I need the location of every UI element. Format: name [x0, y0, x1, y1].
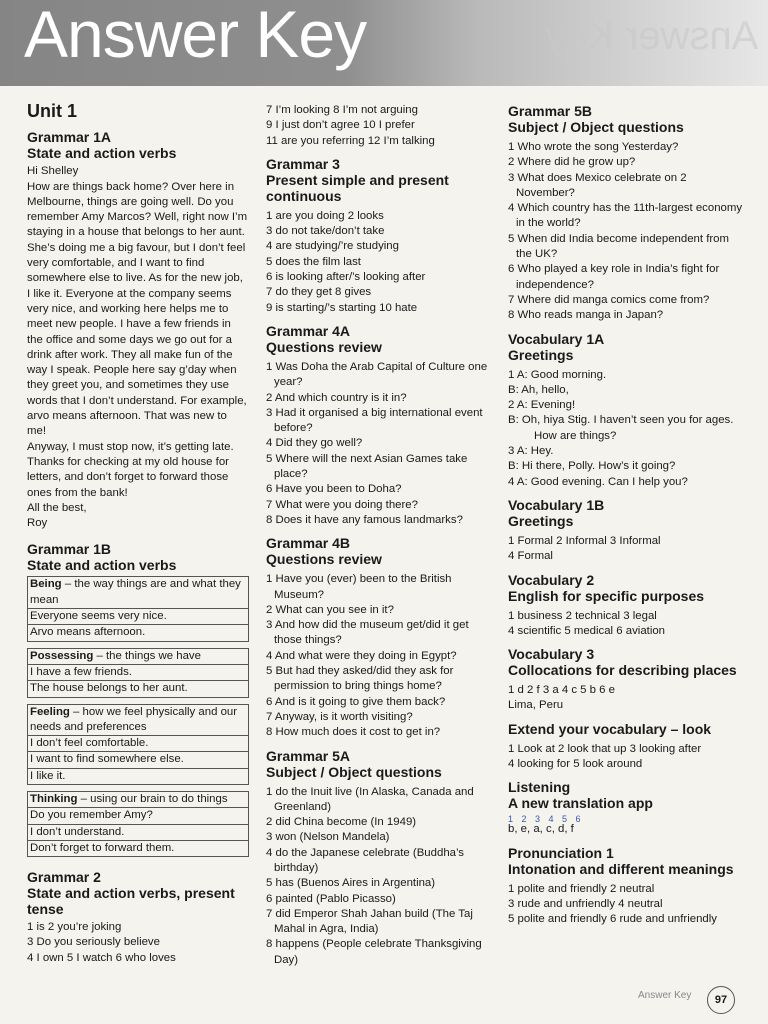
- letter-line: Anyway, I must stop now, it’s getting late. Thanks for checking at my old house for letters, and don’t forget to forward those ones from the bank!: [27, 440, 234, 499]
- answer-line: 5 polite and friendly 6 rude and unfriendly: [508, 913, 717, 926]
- answer-line: 6 Who played a key role in India’s fight for independence?: [508, 263, 720, 291]
- dialogue-line: 1 A: Good morning.: [508, 368, 607, 381]
- answer-line: 6 And is it going to give them back?: [266, 695, 446, 708]
- dialogue-line: 2 A: Evening!: [508, 399, 576, 412]
- box-header: Possessing – the things we have: [28, 649, 248, 665]
- answer-line: 4 scientific 5 medical 6 aviation: [508, 624, 666, 637]
- box-header: Being – the way things are and what they mean: [28, 577, 248, 609]
- answer-line: 1 Have you (ever) been to the British Museum?: [266, 573, 452, 601]
- answer-line: 4 are studying/’re studying: [266, 240, 399, 253]
- letter-line: All the best,: [27, 501, 87, 514]
- grammar-3-section: [266, 156, 494, 316]
- feeling-box: [27, 704, 249, 785]
- pronunciation-section: [508, 845, 744, 928]
- answer-line: 3 do not take/don’t take: [266, 225, 385, 238]
- answer-line: 4 Which country has the 11th-largest economy in the world?: [508, 202, 743, 230]
- answer-line: 11 are you referring 12 I’m talking: [266, 134, 435, 147]
- answer-line: 4 I own 5 I watch 6 who loves: [27, 951, 176, 964]
- answer-line: 1 Who wrote the song Yesterday?: [508, 141, 679, 153]
- grammar-5b-section: [508, 103, 744, 324]
- page-title: Answer Key: [24, 0, 367, 71]
- grammar-1b-title: Grammar 1B State and action verbs: [27, 541, 177, 574]
- box-line: I want to find somewhere else.: [28, 752, 248, 768]
- answer-line: 8 happens (People celebrate Thanksgiving Day): [266, 938, 482, 966]
- header-banner: [0, 0, 768, 86]
- box-line: I have a few friends.: [28, 665, 248, 681]
- answer-line: 7 What were you doing there?: [266, 498, 418, 511]
- answer-line: 1 is 2 you’re joking: [27, 921, 122, 934]
- box-line: I don’t understand.: [28, 825, 248, 841]
- section-title: Extend your vocabulary – look: [508, 720, 712, 737]
- section-title: Vocabulary 2 English for specific purposes: [508, 571, 705, 604]
- handwritten-note: 1 2 3 4 5 6: [508, 814, 584, 825]
- vocabulary-1b-section: [508, 497, 744, 565]
- show-through-text: Answer Key: [544, 14, 758, 58]
- section-title: Listening A new translation app: [508, 779, 653, 812]
- possessing-box: [27, 648, 249, 698]
- section-title: Grammar 5B Subject / Object questions: [508, 103, 684, 135]
- section-title: Grammar 4B Questions review: [266, 535, 382, 568]
- box-header: Thinking – using our brain to do things: [28, 792, 248, 808]
- thinking-box: [27, 791, 249, 857]
- letter-text: [27, 164, 249, 531]
- answer-line: 4 Formal: [508, 550, 553, 563]
- box-line: Don’t forget to forward them.: [30, 841, 175, 854]
- grammar-5a-section: [266, 748, 494, 969]
- answer-line: 2 did China become (In 1949): [266, 816, 417, 829]
- letter-line: Hi Shelley: [27, 165, 79, 178]
- answer-line: 5 does the film last: [266, 255, 361, 268]
- grammar-4a-section: [266, 323, 494, 528]
- dialogue-line: 4 A: Good evening. Can I help you?: [508, 475, 688, 488]
- vocabulary-3-section: [508, 646, 744, 714]
- dialogue-line: B: Hi there, Polly. How’s it going?: [508, 460, 676, 473]
- footer-label: Answer Key: [638, 990, 692, 1001]
- answer-line: 2 Where did he grow up?: [508, 156, 636, 169]
- answer-line: 5 But had they asked/did they ask for permission to bring things home?: [266, 665, 454, 693]
- answer-line: 4 do the Japanese celebrate (Buddha’s birthday): [266, 846, 465, 874]
- column-2: [266, 103, 494, 975]
- answer-line: 7 did Emperor Shah Jahan build (The Taj Mahal in Agra, India): [266, 907, 473, 936]
- answer-line: 1 are you doing 2 looks: [266, 209, 384, 222]
- answer-line: 9 I just don’t agree 10 I prefer: [266, 119, 415, 132]
- vocabulary-1a-section: [508, 331, 744, 490]
- answer-line: 4 Did they go well?: [266, 437, 363, 450]
- answer-line: 8 How much does it cost to get in?: [266, 726, 441, 739]
- answer-line: 5 has (Buenos Aires in Argentina): [266, 877, 436, 890]
- answer-line: Lima, Peru: [508, 699, 564, 712]
- answer-line: 3 Do you seriously believe: [27, 936, 160, 949]
- answer-line: 4 looking for 5 look around: [508, 758, 643, 771]
- vocabulary-2-section: [508, 572, 744, 640]
- answer-line: 1 business 2 technical 3 legal: [508, 609, 657, 622]
- answer-line: 1 polite and friendly 2 neutral: [508, 882, 655, 895]
- section-title: Grammar 3 Present simple and present continuous: [266, 155, 449, 204]
- box-line: The house belongs to her aunt.: [30, 682, 188, 695]
- grammar-1a-title: Grammar 1A State and action verbs: [27, 129, 177, 162]
- dialogue-line: B: Ah, hello,: [508, 383, 569, 396]
- answer-line: 3 rude and unfriendly 4 neutral: [508, 897, 663, 910]
- section-title: Vocabulary 1B Greetings: [508, 496, 605, 529]
- answer-line: 1 d 2 f 3 a 4 c 5 b 6 e: [508, 684, 616, 697]
- section-title: Grammar 5A Subject / Object questions: [266, 747, 442, 780]
- answer-line: 3 won (Nelson Mandela): [266, 831, 390, 844]
- answer-line: 8 Who reads manga in Japan?: [508, 309, 664, 322]
- box-line: I don’t feel comfortable.: [28, 736, 248, 752]
- section-title: Vocabulary 1A Greetings: [508, 330, 605, 363]
- answer-line: b, e, a, c, d, f: [508, 823, 574, 836]
- answer-line: 6 is looking after/’s looking after: [266, 271, 426, 284]
- answer-line: 1 Look at 2 look that up 3 looking after: [508, 742, 702, 755]
- box-line: Everyone seems very nice.: [28, 609, 248, 625]
- listening-section: [508, 779, 744, 837]
- answer-line: 7 Where did manga comics come from?: [508, 293, 710, 306]
- answer-line: 4 And what were they doing in Egypt?: [266, 649, 457, 662]
- dialogue-line: B: Oh, hiya Stig. I haven’t seen you for ages. How are things?: [508, 414, 734, 442]
- answer-line: 8 Does it have any famous landmarks?: [266, 513, 463, 526]
- page-number: 97: [707, 986, 735, 1014]
- answer-line: 5 When did India become independent from the UK?: [508, 232, 729, 261]
- grammar-2-continued: [266, 103, 494, 149]
- answer-line: 2 And which country is it in?: [266, 391, 407, 404]
- answer-line: 2 What can you see in it?: [266, 603, 394, 616]
- box-line: Arvo means afternoon.: [30, 626, 146, 639]
- answer-line: 9 is starting/’s starting 10 hate: [266, 301, 418, 314]
- answer-line: 7 do they get 8 gives: [266, 286, 372, 299]
- section-title: Grammar 4A Questions review: [266, 322, 382, 355]
- answer-line: 7 Anyway, is it worth visiting?: [266, 710, 413, 723]
- column-1: [27, 98, 249, 966]
- section-title: Vocabulary 3 Collocations for describing places: [508, 646, 737, 679]
- box-line: I like it.: [30, 769, 66, 782]
- being-box: [27, 576, 249, 641]
- answer-line: 5 Where will the next Asian Games take place?: [266, 452, 468, 481]
- box-line: Do you remember Amy?: [28, 808, 248, 824]
- answer-line: 6 Have you been to Doha?: [266, 483, 402, 496]
- grammar-2-title: Grammar 2 State and action verbs, present tense: [27, 869, 235, 918]
- answer-line: 1 do the Inuit live (In Alaska, Canada and Greenland): [266, 785, 474, 813]
- answer-line: 1 Formal 2 Informal 3 Informal: [508, 534, 661, 547]
- grammar-4b-section: [266, 535, 494, 740]
- answer-line: 6 painted (Pablo Picasso): [266, 892, 396, 905]
- dialogue-line: 3 A: Hey.: [508, 445, 554, 458]
- answer-line: 1 Was Doha the Arab Capital of Culture one year?: [266, 360, 488, 389]
- answer-line: 7 I’m looking 8 I’m not arguing: [266, 104, 418, 116]
- answer-line: 3 And how did the museum get/did it get those things?: [266, 619, 469, 647]
- extend-vocabulary-section: [508, 721, 744, 773]
- letter-line: How are things back home? Over here in Melbourne, things are going well. Do you remember Amy Marcos? Well, right now I’m staying in a house that belongs to her aunt. She’s doing me a big favour, but I don’t feel very comfortable, and I want to find somewhere else to live. As for the new job, I like it. Everyone at the company seems very nice, and working here helps me to meet new people. I have a few friends in the office and some days we go out for a drink after work. They all make fun of the way I speak. People here say g’day when they greet you, and sometimes they use words that I don’t understand. For example, arvo means afternoon. That was new to me!: [27, 180, 248, 438]
- box-header: Feeling – how we feel physically and our needs and preferences: [28, 705, 248, 737]
- answer-line: 3 Had it organised a big international event before?: [266, 406, 483, 435]
- answer-line: 3 What does Mexico celebrate on 2 November?: [508, 171, 687, 199]
- unit-heading: Unit 1: [27, 101, 78, 121]
- letter-line: Roy: [27, 517, 48, 530]
- column-3: [508, 103, 744, 935]
- section-title: Pronunciation 1 Intonation and different meanings: [508, 844, 734, 877]
